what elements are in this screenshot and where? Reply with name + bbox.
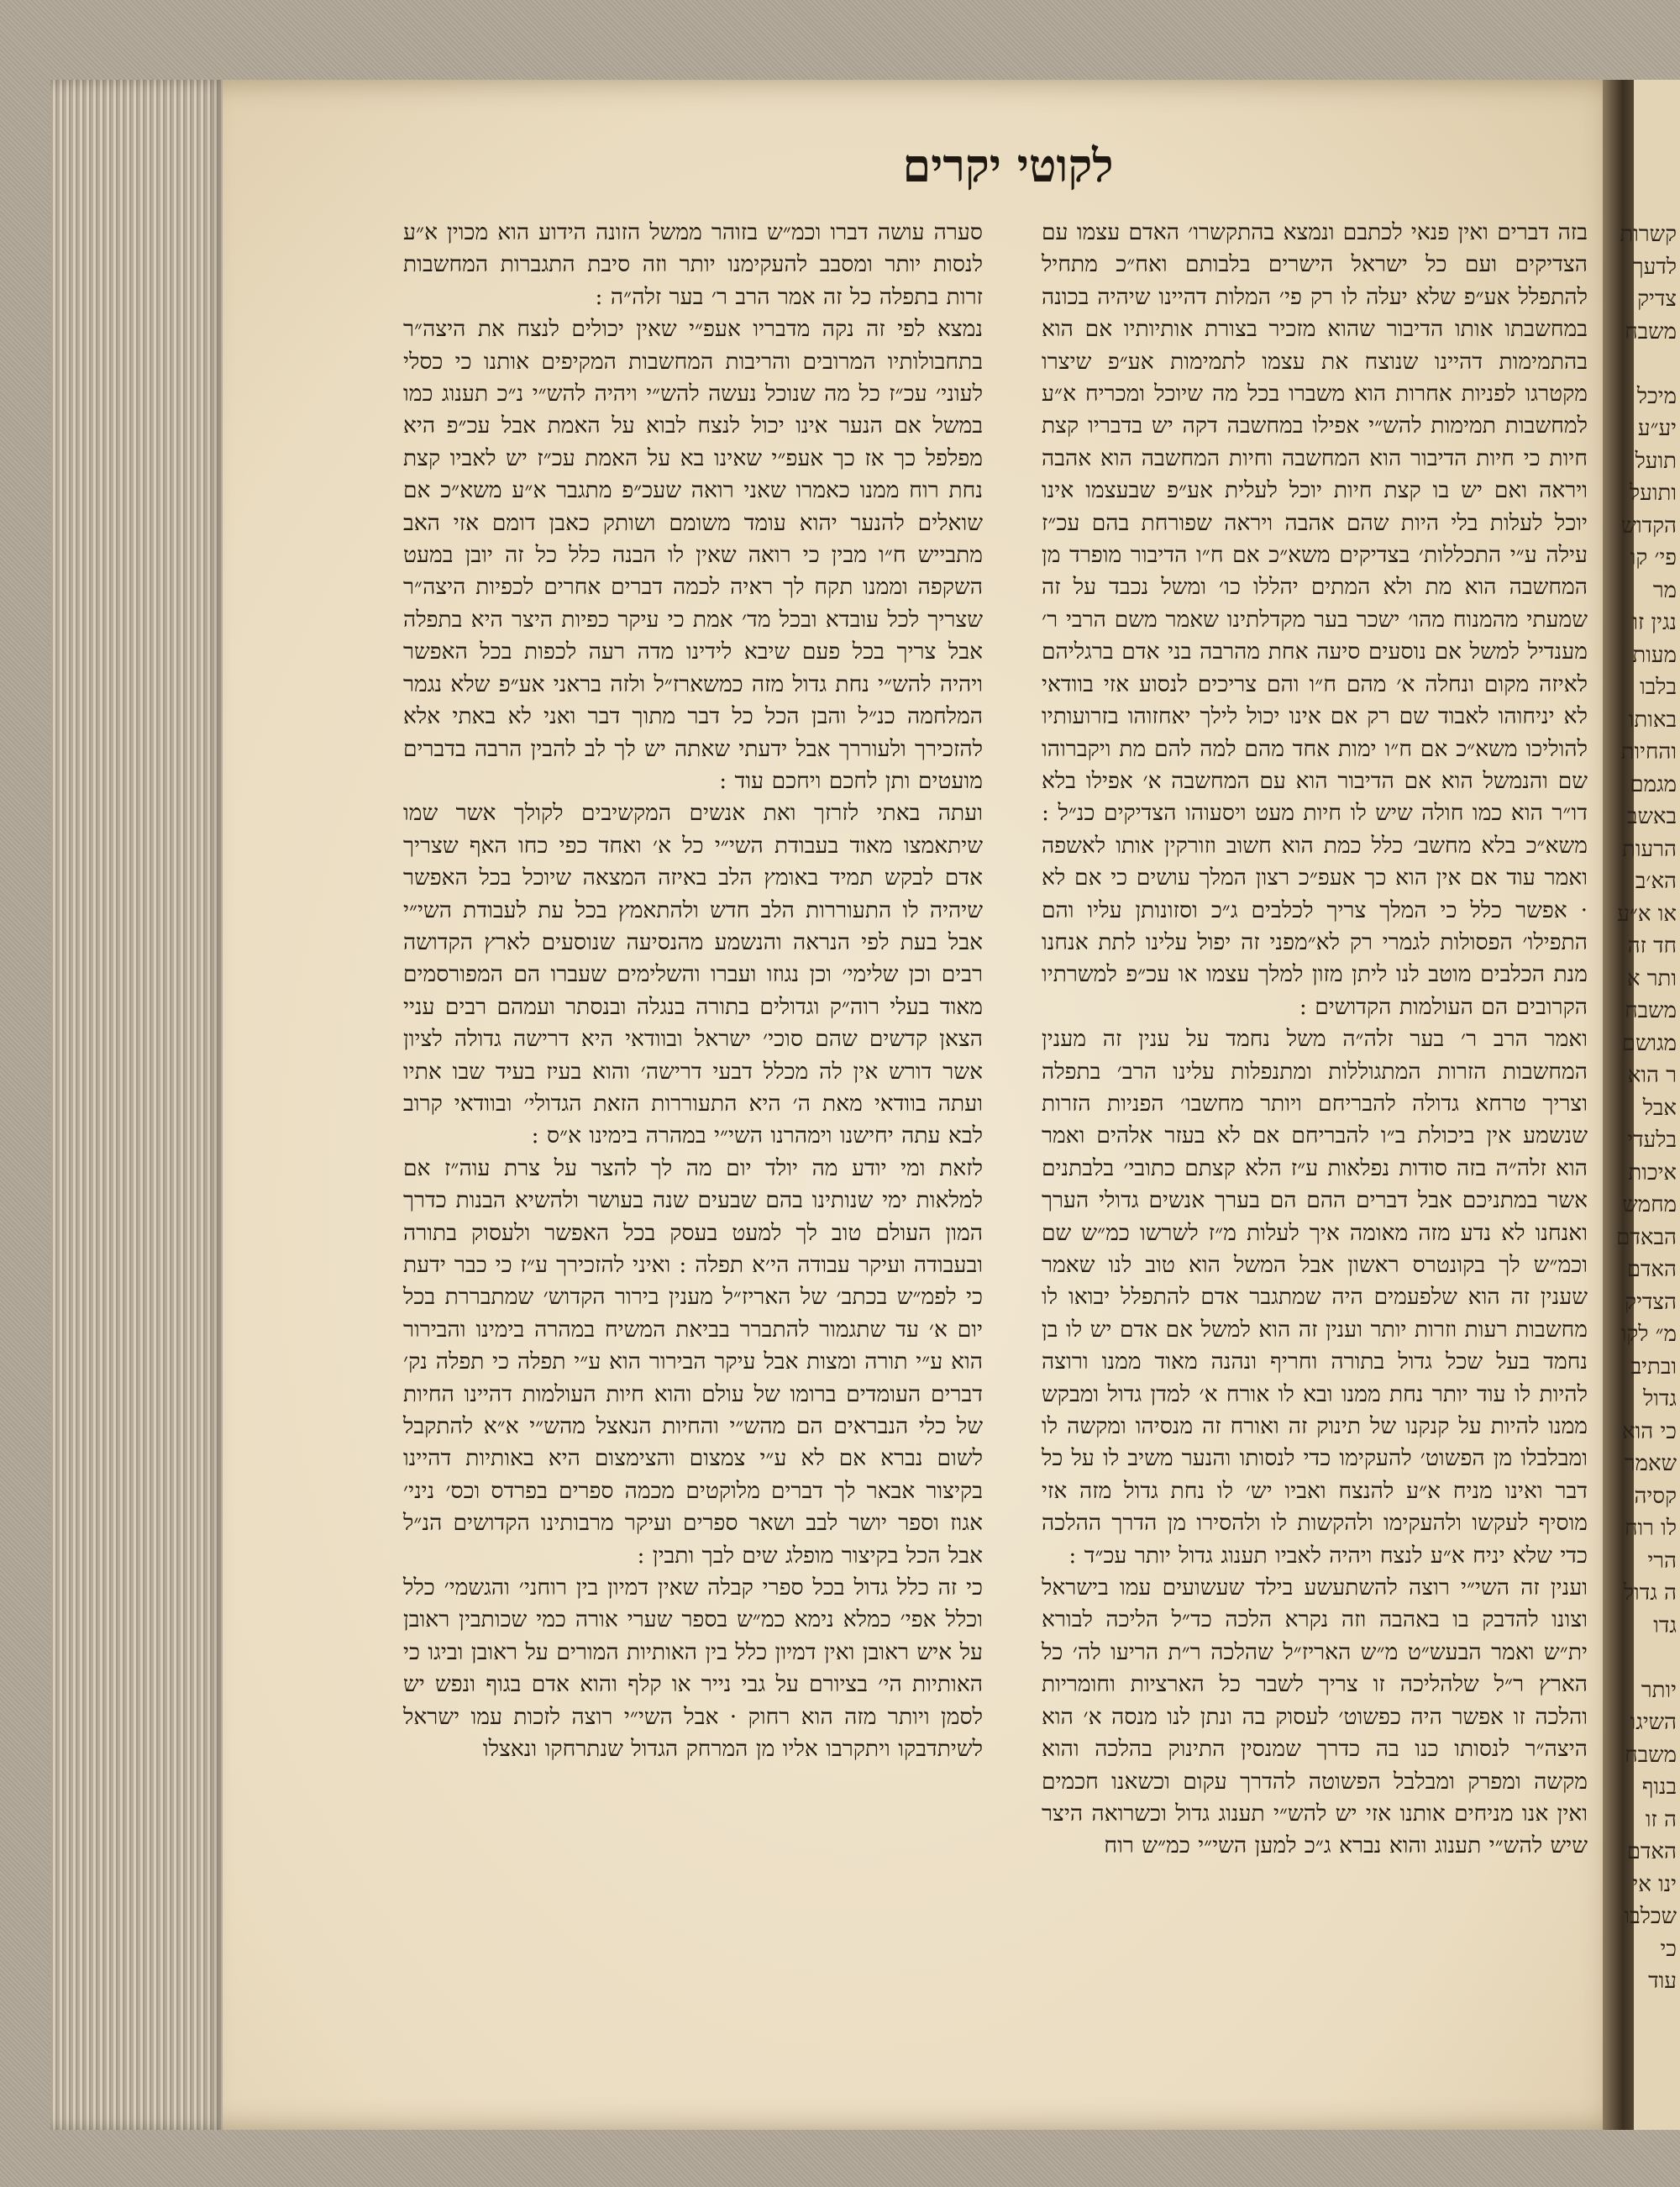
fragment-line: לדעך xyxy=(1632,254,1677,280)
fragment-line: גדול xyxy=(1643,1386,1677,1412)
fragment-line: האדם xyxy=(1626,1257,1677,1282)
fragment-line: מעות xyxy=(1632,642,1677,668)
fragment-line: הקדוש xyxy=(1620,513,1677,539)
fragment-line: לו רוח xyxy=(1625,1516,1677,1541)
fragment-line: בלעדי xyxy=(1627,1128,1677,1153)
next-page-fragment-text xyxy=(1616,80,1680,1998)
paragraph: ועתה באתי לזרזך ואת אנשים המקשיבים לקולך אשר שמו שיתאמצו מאוד בעבודת השי״י כל א׳ ואחד כפי כחו האף שצריך אדם לבקש תמיד באומץ הלב באיזה המצאה שיוכל בכל האפשר שיהיה לו התעוררות הלב חדש ולהתאמץ בכל עת לעבודת השי״י אבל בעת לפי הנראה והנשמע מהנסיעה שנוסעים לארץ הקדושה רבים וכן שלימי׳ וכן נגוזו ועברו והשלימים שעברו הם המפורסמים מאוד בעלי רוה״ק וגדולים בתורה בנגלה ובנסתר ועמהם רבים עניי הצאן קדשים שהם סוכי׳ ישראל ובוודאי היא דרישה גדולה לציון אשר דורש אין לה מכלל דבעי דרישה׳ והוא בעיז בעיד שבו אתיו ועתה בוודאי מאת ה׳ היא התעוררות הזאת הגדולי׳ ובוודאי קרוב לבא עתה יחישנו וימהרנו השי״י במהרה בימינו א״ס : xyxy=(403,800,983,1149)
next-page-fragment xyxy=(1616,80,1680,2130)
fragment-line: הא׳ב xyxy=(1635,869,1677,894)
fragment-line: שכלבו xyxy=(1624,1904,1677,1929)
fragment-line: פי׳ קו xyxy=(1630,545,1677,570)
fragment-line: מר xyxy=(1652,577,1677,603)
fragment-line: גדו xyxy=(1653,1612,1677,1638)
page-edges xyxy=(50,80,227,2130)
fragment-line: הרעות xyxy=(1622,836,1677,862)
fragment-line: ר הוא xyxy=(1627,1063,1677,1088)
left-text-column xyxy=(403,217,983,1766)
fragment-line: נגין זו xyxy=(1632,610,1677,635)
fragment-line: ה גדול xyxy=(1623,1580,1677,1606)
fragment-line: והחיות xyxy=(1620,739,1677,765)
fragment-line: צדיק xyxy=(1637,287,1677,312)
fragment-line: איכות xyxy=(1628,1159,1677,1186)
fragment-line: מגושם xyxy=(1621,1030,1677,1056)
fragment-line xyxy=(1634,348,1677,381)
fragment-line: הצדיק xyxy=(1625,1289,1677,1315)
paragraph: סערה עושה דברו וכמ״ש בזוהר ממשל הזונה הידוע הוא מכוין א״ע לנסות יותר ומסבב להעקימנו יותר וזה סיבת התגברות המחשבות זרות בתפלה כל זה אמר הרב ר׳ בער זלה״ה : xyxy=(403,219,983,310)
fragment-line: ובתיב xyxy=(1630,1354,1677,1380)
fragment-line: משבח xyxy=(1625,998,1677,1023)
fragment-line: הבאדם xyxy=(1616,1224,1677,1250)
paragraph: כי זה כלל גדול בכל ספרי קבלה שאין דמיון בין רוחני׳ והגשמי׳ כלל וכלל אפי׳ כמלא נימא כמ״ש בספר שערי אורה כמי שכותבין ראובן על איש ראובן ואין דמיון כלל בין האותיות המורים על ראובן וביגו כי האותיות הי׳ בציורם על גבי נייר או קלף והוא אדם בגוף ונפש יש לסמן ויותר מזה הוא רחוק · אבל השי״י רוצה לזכות עמו ישראל לשיתדבקו ויתקרבו אליו מן המרחק הגדול שנתרחקו ונאצלו xyxy=(403,1575,983,1763)
fragment-line: ותר א xyxy=(1626,965,1677,991)
fragment-line: קשרות xyxy=(1620,222,1677,247)
fragment-line: חד זה xyxy=(1627,933,1677,959)
paragraph: נמצא לפי זה נקה מדבריו אעפ״י שאין יכולים לנצח את היצה״ר בתחבולותיו המרובים והריבות המחשבות המקיפים אותנו כי כסלי לעוני׳ עכ״ז כל מה שנוכל נעשה להש״י ויהיה להש״י נ״כ תענוג כמו במשל אם הנער אינו יכול לנצח לבוא על האמת אבל עכ״פ היא מפלפל כך אז כך אעפ״י שאינו בא על האמת עכ״ז יש לאביו קצת נחת רוח ממנו כאמרו שאני רואה שעכ״פ מתגבר א״ע משא״כ אם שואלים להנער יהוא עומד משומם ושותק כאבן דומם אזי האב מתבייש ח״ו מבין כי רואה שאין לו הבנה כלל כל זה יובן במעט השקפה וממנו תקח לך ראיה לכמה דברים אחרים לכפיות היצה״ר שצריך לכל עובדא ובכל מד׳ אמת כי עיקר כפיות היצר היא בתפלה אבל צריך בכל פעם שיבא לידינו מדה רעה לכפות בכל האפשר ויהיה להש״י נחת גדול מזה כמשארז״ל ולזה בראני אע״פ שלא נגמר המלחמה כנ״ל והבן הכל כל דבר מתוך דבר ואני לא באתי אלא להזכירך ולעוררך אבל ידעתי שאתה יש לך לב להבין הרבה בדברים מועטים ותן לחכם ויחכם עוד : xyxy=(403,316,983,794)
fragment-line xyxy=(1634,1642,1677,1674)
fragment-line: מגמם xyxy=(1630,771,1677,797)
book-gutter xyxy=(1603,80,1636,2130)
paragraph: בזה דברים ואין פנאי לכתבם ונמצא בהתקשרו׳ האדם עצמו עם הצדיקים ועם כל ישראל הישרים בלבותם ואח״כ מתחיל להתפלל אע״פ שלא יעלה לו רק פי׳ המלות דהיינו שיהיה בכונה במחשבתו אותו הדיבור שהוא מזכיר בצורת אותיותיו אם הוא בהתמימות דהיינו שנוצח את עצמו לתמימות אע״פ שיצרו מקטרגו לפניות אחרות הוא משברו בכל מה שיוכל ומכריח א״ע למחשבות תמימות להש״י אפילו במחשבה דקה יש בדבריו קצת חיות כי חיות הדיבור הוא המחשבה וחיות המחשבה הוא אהבה ויראה ואם יש בו קצת חיות יוכל לעלית אע״פ שבעצמו אינו יוכל לעלות בלי היות שהם אהבה ויראה שפורחת בהם עכ״ז עילה ע״י התכללות׳ בצדיקים משא״כ אם ח״ו הדיבור מופרד מן המחשבה הוא מת ולא המתים יהללו כו׳ ומשל נכבד על זה שמעתי מהמנוח מהו׳ ישכר בער מקדלתינו שאמר משם הרבי ר׳ מענדיל למשל אם נוסעים סיעה אחת מהרבה בני אדם ברגליהם לאיזה מקום ונחלה א׳ מהם ח״ו והם צריכים לנסוע אזי בוודאי לא יניחוהו לאבוד שם רק אם אינו יכול לילך יאחזוהו בזרועותיו להוליכו משא״כ אם ח״ו ימות אחד מהם למה להם מת ויקברוהו שם והנמשל הוא אם הדיבור הוא עם המחשבה א׳ אפילו בלא דו״ר הוא כמו חולה שיש לו חיות מעט ויסעוהו הצדיקים כנ״ל : משא״כ בלא מחשב׳ כלל כמת הוא חשוב וזורקין אותו לאשפה ואמר עוד אם אין הוא כך אעפ״כ רצון המלך עושים כי אם לא · אפשר כלל כי המלך צריך לכלבים ג״כ וסזונותן עליו והם התפילו׳ הפסולות לגמרי רק לא״מפני זה יפול עלינו לתת אנחנו מנת הכלבים מוטב לנו ליתן מזון למלך עצמו או עכ״פ למשרתיו הקרובים הם העולמות הקדושים : xyxy=(1042,219,1588,1020)
paragraph: לזאת ומי יודע מה יולד יום מה לך להצר על צרת עוה״ז אם למלאות ימי שנותינו בהם שבעים שנה בעושר ולהשיא הבנות כדרך המון העולם טוב לך למעט בעסק בכל האפשר ולעסוק בתורה ובעבודה ועיקר עבודה הי׳א תפלה : ואיני להזכירך ע״ז כי כבר ידעת כי לפמ״ש בכתב׳ של האריז״ל מענין בירור הקדוש׳ שמתבררת בכל יום א׳ עד שתגמור להתברר בביאת המשיח במהרה בימינו והבירור הוא ע״י תורה ומצות אבל עיקר הבירור הוא ע״י תפלה כי תפלה נק׳ דברים העומדים ברומו של עולם והוא חיות העולמות דהיינו החיות של כלי הנבראים הם מהש״י והחיות הנאצל מהש״י א״א להתקבל לשום נברא אם לא ע״י צמצום והצימצום היא באותיות דהיינו בקיצור אבאר לך דברים מלוקטים מכמה ספרים בפרדס וכס׳ ניני׳ אגוז וספר יושר לבב ושאר ספרים ועיקר מרבותינו הקדושים הנ״ל אבל הכל בקיצור מופלג שים לבך ותבין : xyxy=(403,1154,983,1569)
fragment-line: באותו xyxy=(1628,707,1677,733)
fragment-line: יע״ע xyxy=(1637,416,1677,441)
paragraph: ואמר הרב ר׳ בער זלה״ה משל נחמד על ענין זה מענין המחשבות הזרות המתגוללות ומתנפלות עלינו הרב׳ בתפלה וצריך טרחא גדולה להבריחם ויותר מחשבו׳ הפניות הזרות שנשמע אין ביכולת ב״ו להבריחם אם לא בעזר אלהים ואמר הוא זלה״ה בזה סודות נפלאות ע״ז הלא קצתם כתובי׳ בלבתנים אשר במתניכם אבל דברים ההם הם בערך אנשים גדולי הערך ואנחנו לא נדע מזה מאומה איך לעלות מ״ז לשרשו כמ״ש שם וכמ״ש לך בקונטרס ראשון אבל המשל הוא טוב לנו שאמר שענין זה הוא שלפעמים היה שמתגבר אדם להתפלל יבואו לו מחשבות רעות וזרות יותר וענין זה הוא למשל אם אדם יש לו בן נחמד בעל שכל גדול בתורה וחריף ונהנה מאוד ממנו ורוצה להיות לו עוד יותר נחת ממנו ובא לו אורח א׳ למדן גדול ומבקש ממנו להיות על קנקנו של תינוק זה ואורח זה מנסיהו ומקשה לו ומבלבלו מן הפשוט׳ להעקימו כדי לנסותו והנער משיב לו על כל דבר ואינו מניח א״ע להנצח ואביו יש׳ לו נחת גדול מזה אזי מוסיף לעקשו ולהעקימו ולהקשות לו ולהסירו מן הדרך ההלכה כדי שלא יניח א״ע לנצח ויהיה לאביו תענוג גדול יותר עכ״ד : xyxy=(1042,1026,1588,1569)
fragment-line: הרי xyxy=(1647,1548,1677,1574)
fragment-line: קסיה xyxy=(1634,1483,1677,1509)
fragment-line: האדם xyxy=(1626,1839,1677,1864)
fragment-line: שאמר xyxy=(1624,1451,1677,1476)
fragment-line: משבח xyxy=(1625,1742,1677,1768)
fragment-line: או א״ע xyxy=(1617,901,1677,927)
page-header: לקוטי יקרים xyxy=(902,139,1114,192)
fragment-line: מ״ לקו xyxy=(1620,1322,1677,1347)
fragment-line: השיגו xyxy=(1630,1710,1677,1735)
fragment-line: כי xyxy=(1660,1936,1677,1962)
fragment-line: יותר xyxy=(1641,1677,1677,1703)
fragment-line: בנוף xyxy=(1641,1774,1677,1800)
fragment-line: אבל xyxy=(1642,1095,1677,1121)
fragment-line: ותועל xyxy=(1629,481,1677,506)
fragment-line: תועל xyxy=(1635,448,1677,474)
fragment-line: באשב xyxy=(1626,804,1677,829)
fragment-line: ינו אי xyxy=(1632,1871,1677,1897)
fragment-line: בלבו xyxy=(1640,675,1677,700)
fragment-line: עוד xyxy=(1648,1969,1677,1994)
fragment-line: מיכל xyxy=(1636,383,1677,409)
fragment-line: כי הוא xyxy=(1622,1418,1677,1444)
paragraph: וענין זה השי״י רוצה להשתעשע בילד שעשועים עמו בישראל וצונו להדבק בו באהבה וזה נקרא הלכה כד״ל הליכה לבורא ית״ש ואמר הבעש״ט מ״ש האריז״ל שהלכה ר״ת הריעו לה׳ כל הארץ ר״ל שלהליכה זו צריך לשבר כל הארציות וחומריות והלכה זו אפשר היה כפשוט׳ לעסוק בה ונתן לנו מנסה א׳ הוא היצה״ר לנסותו כנו בה כדרך שמנסין התינוק בהלכה והוא מקשה ומפרק ומבלבל הפשוטה להדרך עקום וכשאנו חכמים ואין אנו מניחים אותנו אזי יש להש״י תענוג גדול וכשרואה היצר שיש להש״י תענוג והוא נברא ג״כ למען השי״י כמ״ש רוח xyxy=(1042,1575,1588,1859)
fragment-line: משבח xyxy=(1625,318,1677,344)
right-text-column xyxy=(1042,217,1588,1863)
fragment-line: ה זו xyxy=(1645,1806,1677,1832)
fragment-line: מחמש xyxy=(1622,1192,1677,1217)
